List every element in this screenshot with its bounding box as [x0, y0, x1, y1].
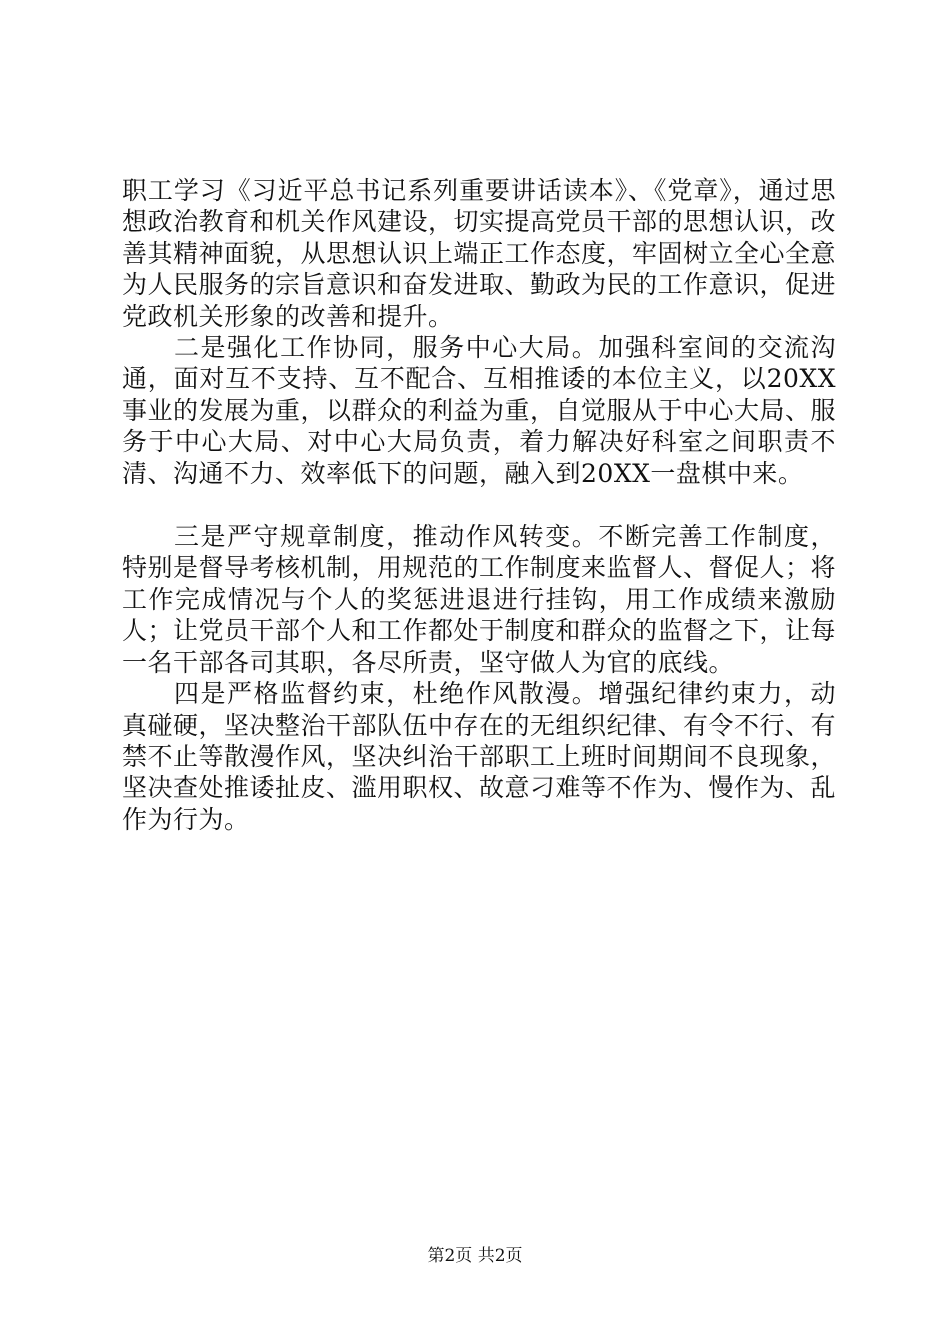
paragraph-continuation: 职工学习《习近平总书记系列重要讲话读本》、《党章》，通过思想政治教育和机关作风建设，切实提高党员干部的思想认识，改善其精神面貌，从思想认识上端正工作态度，牢固树立全心全意为人民服务的宗旨意识和奋发进取、勤政为民的工作意识，促进党政机关形象的改善和提升。 — [122, 176, 837, 331]
paragraph-point-two: 二是强化工作协同，服务中心大局。加强科室间的交流沟通，面对互不支持、互不配合、互相推诿的本位主义，以20XX事业的发展为重，以群众的利益为重，自觉服从于中心大局、服务于中心大局、对中心大局负责，着力解决好科室之间职责不清、沟通不力、效率低下的问题，融入到20XX一盘棋中来。 — [122, 333, 837, 488]
paragraph-point-three: 三是严守规章制度，推动作风转变。不断完善工作制度，特别是督导考核机制，用规范的工作制度来监督人、督促人；将工作完成情况与个人的奖惩进退进行挂钩，用工作成绩来激励人；让党员干部个人和工作都处于制度和群众的监督之下，让每一名干部各司其职，各尽所责，坚守做人为官的底线。 — [122, 522, 837, 677]
paragraph-point-four: 四是严格监督约束，杜绝作风散漫。增强纪律约束力，动真碰硬，坚决整治干部队伍中存在的无组织纪律、有令不行、有禁不止等散漫作风，坚决纠治干部职工上班时间期间不良现象，坚决查处推诿扯皮、滥用职权、故意刁难等不作为、慢作为、乱作为行为。 — [122, 679, 837, 834]
page-number-footer: 第2页 共2页 — [427, 1246, 523, 1266]
document-body — [122, 175, 836, 835]
